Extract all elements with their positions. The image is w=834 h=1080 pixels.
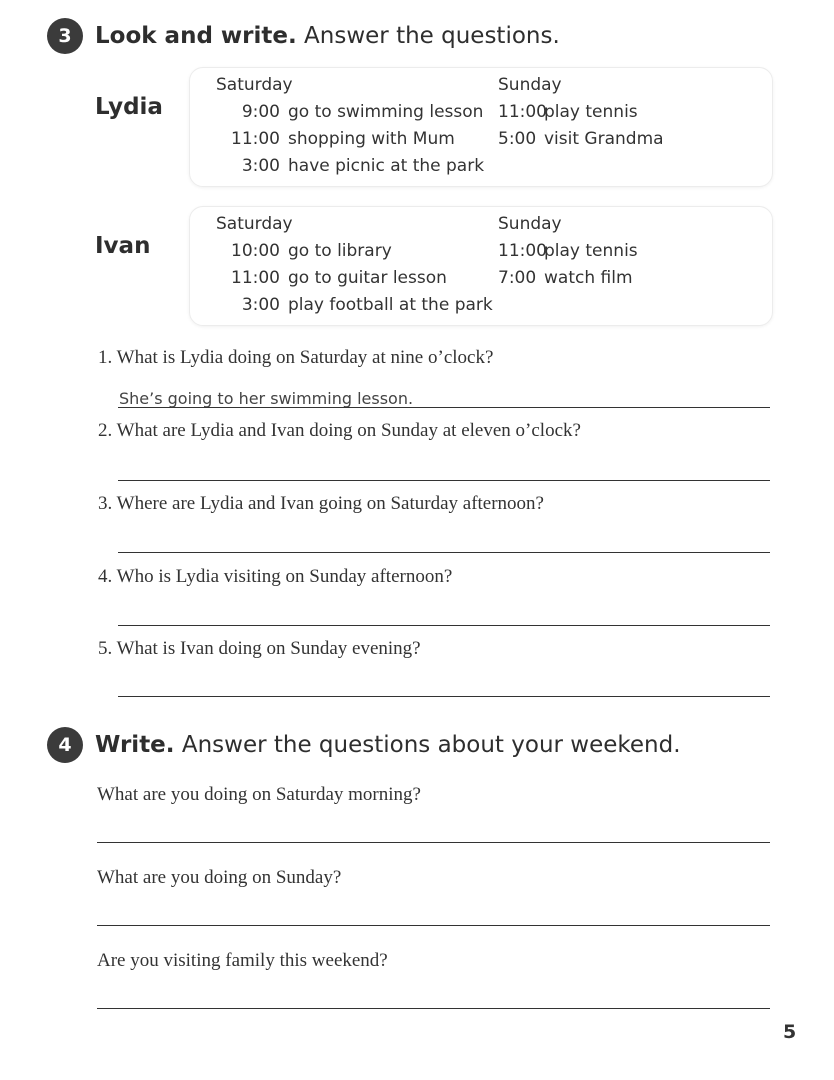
exercise-title-bold: Look and write. bbox=[95, 23, 297, 49]
schedule-row: 9:00 go to swimming lesson bbox=[241, 102, 484, 122]
day-label: Saturday bbox=[216, 214, 293, 234]
answer-line[interactable] bbox=[118, 552, 770, 553]
saturday-column bbox=[216, 211, 493, 319]
answer-line[interactable] bbox=[118, 480, 770, 481]
schedule-box-ivan bbox=[189, 206, 773, 326]
schedule-row: 11:00 play tennis bbox=[498, 241, 638, 261]
page-number: 5 bbox=[783, 1021, 797, 1043]
saturday-column bbox=[216, 72, 484, 180]
answer-line[interactable] bbox=[118, 696, 770, 697]
schedule-row: 3:00 play football at the park bbox=[241, 295, 493, 315]
exercise-number-badge: 3 bbox=[47, 18, 83, 54]
day-label: Sunday bbox=[498, 214, 562, 234]
question-4: 4. Who is Lydia visiting on Sunday afternoon? bbox=[98, 566, 453, 587]
schedule-row: 11:00 go to guitar lesson bbox=[231, 268, 447, 288]
answer-line[interactable] bbox=[118, 625, 770, 626]
exercise-3-heading bbox=[47, 18, 560, 54]
person-name-lydia: Lydia bbox=[95, 94, 163, 120]
sunday-column bbox=[498, 72, 664, 153]
person-name-ivan: Ivan bbox=[95, 233, 151, 259]
exercise-title-instruction: Answer the questions. bbox=[304, 23, 560, 49]
day-label: Saturday bbox=[216, 75, 293, 95]
answer-line[interactable] bbox=[97, 925, 770, 926]
question-2: 2. What are Lydia and Ivan doing on Sunday at eleven o’clock? bbox=[98, 420, 581, 441]
schedule-row: 10:00 go to library bbox=[231, 241, 392, 261]
schedule-row: 3:00 have picnic at the park bbox=[241, 156, 485, 176]
weekend-question-2: What are you doing on Sunday? bbox=[97, 867, 342, 888]
exercise-title bbox=[95, 732, 681, 758]
exercise-4-heading bbox=[47, 727, 681, 763]
exercise-number-badge: 4 bbox=[47, 727, 83, 763]
weekend-question-3: Are you visiting family this weekend? bbox=[97, 950, 388, 971]
schedule-row: 11:00 shopping with Mum bbox=[231, 129, 455, 149]
answer-line[interactable] bbox=[118, 407, 770, 408]
answer-line[interactable] bbox=[97, 1008, 770, 1009]
exercise-title bbox=[95, 23, 560, 49]
schedule-row: 5:00 visit Grandma bbox=[498, 129, 664, 149]
sunday-column bbox=[498, 211, 638, 292]
schedule-row: 11:00 play tennis bbox=[498, 102, 638, 122]
schedule-box-lydia bbox=[189, 67, 773, 187]
exercise-title-instruction: Answer the questions about your weekend. bbox=[181, 732, 681, 758]
exercise-title-bold: Write. bbox=[95, 732, 175, 758]
question-3: 3. Where are Lydia and Ivan going on Saturday afternoon? bbox=[98, 493, 544, 514]
schedule-row: 7:00 watch film bbox=[498, 268, 633, 288]
example-answer: She’s going to her swimming lesson. bbox=[119, 389, 414, 408]
question-1: 1. What is Lydia doing on Saturday at nine o’clock? bbox=[98, 347, 494, 368]
answer-line[interactable] bbox=[97, 842, 770, 843]
question-5: 5. What is Ivan doing on Sunday evening? bbox=[98, 638, 421, 659]
weekend-question-1: What are you doing on Saturday morning? bbox=[97, 784, 421, 805]
day-label: Sunday bbox=[498, 75, 562, 95]
